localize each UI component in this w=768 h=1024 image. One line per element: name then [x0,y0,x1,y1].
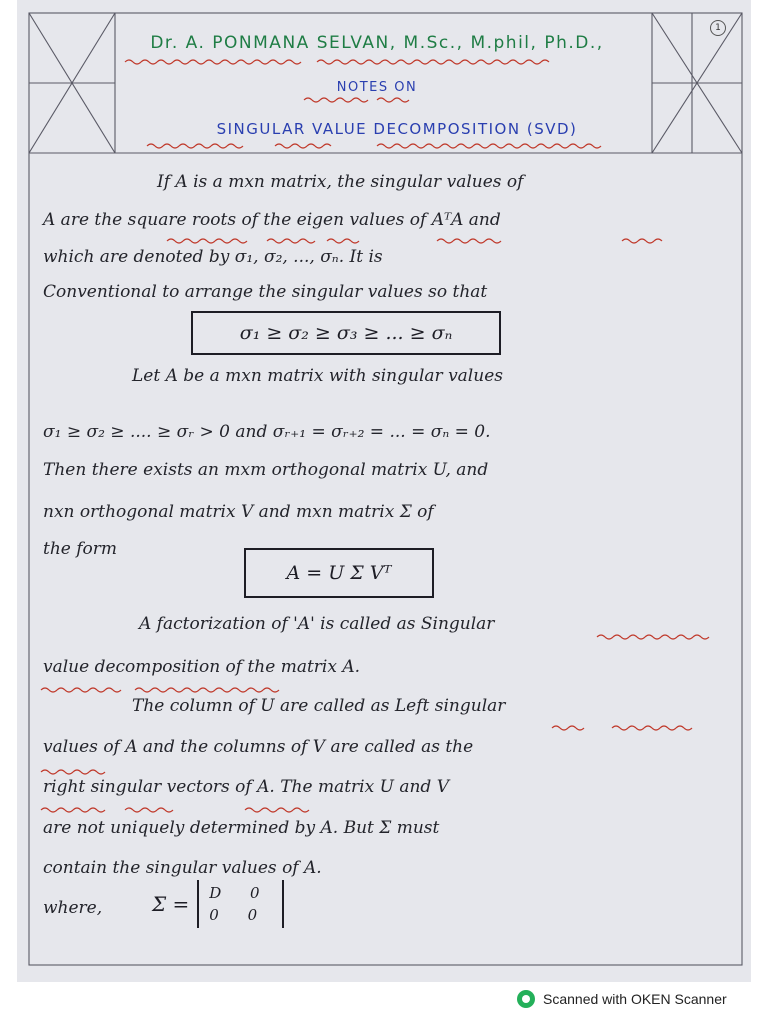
text-line: which are denoted by σ₁, σ₂, ..., σₙ. It is [43,247,383,267]
text-line: the form [43,539,118,559]
oken-logo-icon [517,990,535,1008]
matrix-row: 0 0 [209,906,270,924]
scanner-watermark [517,990,727,1008]
text-line: A factorization of 'A' is called as Singular [139,614,495,634]
text-line: The column of U are called as Left singular [132,696,506,716]
text-line: σ₁ ≥ σ₂ ≥ .... ≥ σᵣ > 0 and σᵣ₊₁ = σᵣ₊₂ = ... = σₙ = 0. [43,422,491,442]
page-number: 1 [710,20,726,36]
sigma-label: Σ = [152,892,190,916]
text-line: contain the singular values of A. [43,858,322,878]
scanned-page [17,0,751,982]
text-line: right singular vectors of A. The matrix U and V [43,777,449,797]
text-line: value decomposition of the matrix A. [43,657,361,677]
text-line: nxn orthogonal matrix V and mxn matrix Σ of [43,502,434,522]
text-line: Then there exists an mxm orthogonal matrix U, and [43,460,489,480]
notes-on-heading: NOTES ON [336,80,418,95]
text-line: are not uniquely determined by A. But Σ must [43,818,440,838]
matrix-row: D 0 [209,884,272,902]
text-line: where, [43,898,103,918]
text-line: A are the square roots of the eigen values of AᵀA and [43,210,501,230]
scanner-label: Scanned with OKEN Scanner [543,991,727,1007]
ordering-equation-box: σ₁ ≥ σ₂ ≥ σ₃ ≥ ... ≥ σₙ [191,311,501,355]
matrix-brackets [197,880,283,928]
text-line: Conventional to arrange the singular values so that [43,282,488,302]
author-heading: Dr. A. PONMANA SELVAN, M.Sc., M.phil, Ph.D., [150,33,604,53]
sigma-matrix [152,880,284,928]
topic-heading: SINGULAR VALUE DECOMPOSITION (SVD) [216,120,578,138]
text-line: Let A be a mxn matrix with singular values [132,366,503,386]
text-line: If A is a mxn matrix, the singular values of [157,172,524,192]
svd-equation-box: A = U Σ Vᵀ [244,548,434,598]
text-line: values of A and the columns of V are called as the [43,737,474,757]
